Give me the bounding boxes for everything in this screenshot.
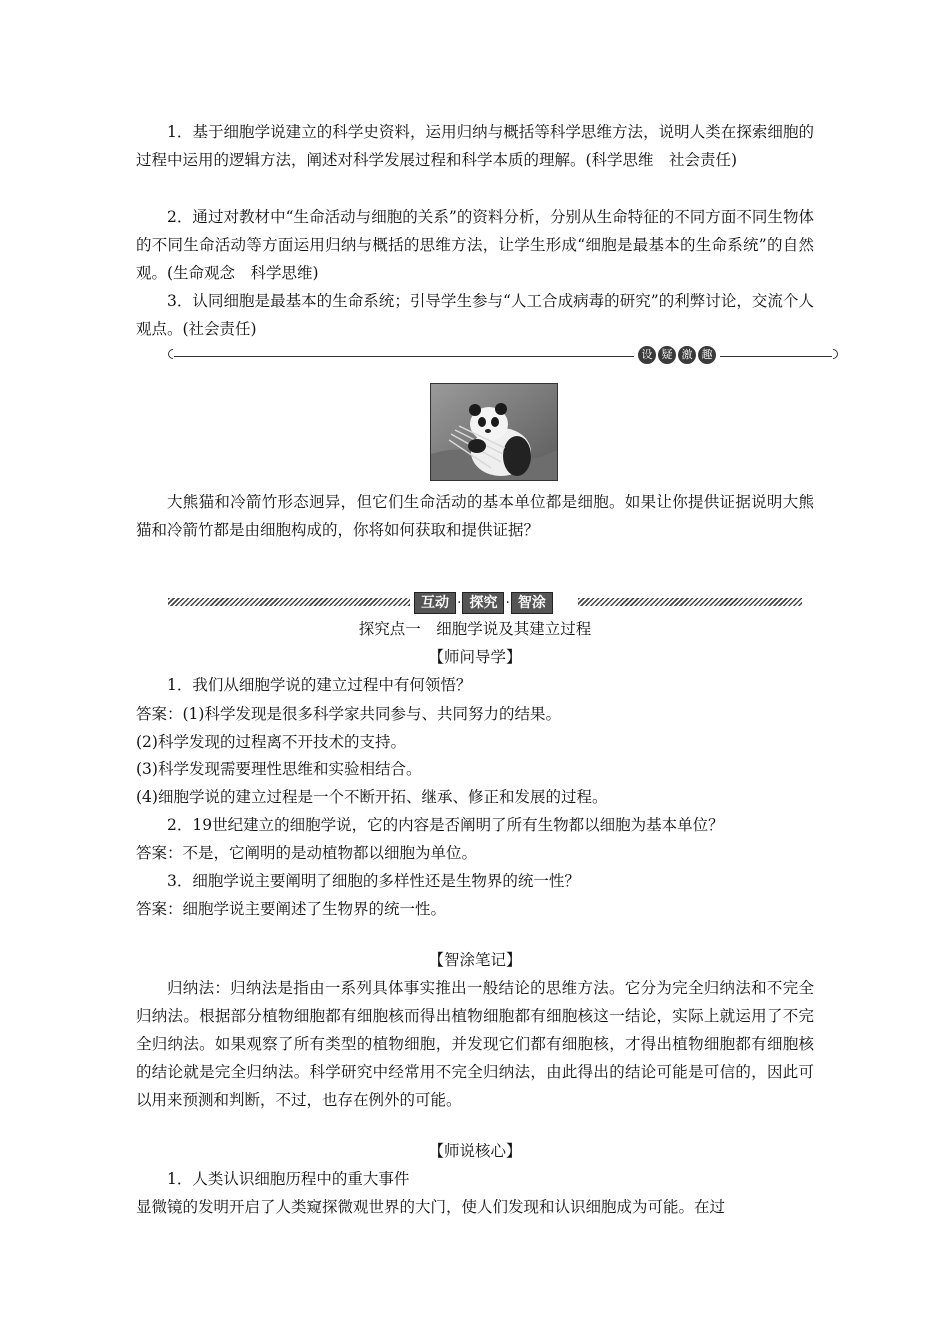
- section-banner-explore: [168, 592, 802, 612]
- banner-tab-zhitu: 智涂: [511, 592, 553, 614]
- banner-badges: [634, 346, 720, 364]
- guide-line-2: 答案：(1)科学发现是很多科学家共同参与、共同努力的结果。: [136, 705, 561, 723]
- guide-line-9: 答案：细胞学说主要阐述了生物界的统一性。: [136, 900, 447, 918]
- banner-tab-explore: 探究: [462, 592, 504, 614]
- banner-tabs: [414, 592, 553, 614]
- objective-2: 2．通过对教材中“生命活动与细胞的关系”的资料分析，分别从生命特征的不同方面不同生物体的不同生命活动等方面运用归纳与概括的思维方法，让学生形成“细胞是最基本的生命系统”的自然观。(生命观念 科学思维): [136, 208, 814, 282]
- guide-line-6: 2．19世纪建立的细胞学说，它的内容是否阐明了所有生物都以细胞为基本单位？: [167, 816, 724, 834]
- core-paragraph: 显微镜的发明开启了人类窥探微观世界的大门，使人们发现和认识细胞成为可能。在过: [136, 1198, 726, 1216]
- banner-badge-2: 疑: [658, 346, 676, 364]
- guide-line-8: 3．细胞学说主要阐明了细胞的多样性还是生物界的统一性？: [167, 872, 580, 890]
- core-heading: 【师说核心】: [428, 1142, 522, 1160]
- banner-right-curl: [826, 347, 840, 361]
- objective-3: 3．认同细胞是最基本的生命系统；引导学生参与“人工合成病毒的研究”的利弊讨论，交流个人观点。(社会责任): [136, 292, 814, 338]
- section-title: 探究点一 细胞学说及其建立过程: [358, 620, 592, 638]
- banner-hatch-right: [578, 598, 802, 606]
- guide-line-3: (2)科学发现的过程离不开技术的支持。: [136, 733, 406, 751]
- banner-badge-3: 激: [678, 346, 696, 364]
- guide-line-1: 1．我们从细胞学说的建立过程中有何领悟？: [167, 676, 472, 694]
- guide-line-7: 答案：不是，它阐明的是动植物都以细胞为单位。: [136, 844, 478, 862]
- section-banner-question: [168, 343, 838, 371]
- guide-heading: 【师问导学】: [428, 648, 522, 666]
- core-item-1: 1．人类认识细胞历程中的重大事件: [167, 1170, 410, 1188]
- notes-paragraph: 归纳法：归纳法是指由一系列具体事实推出一般结论的思维方法。它分为完全归纳法和不完全归纳法。根据部分植物细胞都有细胞核而得出植物细胞都有细胞核这一结论，实际上就运用了不完全归纳法。如果观察了所有类型的植物细胞，并发现它们都有细胞核，才得出植物细胞都有细胞核的结论就是完全归纳法。科学研究中经常用不完全归纳法，由此得出的结论可能是可信的，因此可以用来预测和判断，不过，也存在例外的可能。: [136, 979, 814, 1109]
- banner-dot-2: ·: [505, 595, 510, 611]
- guide-line-5: (4)细胞学说的建立过程是一个不断开拓、继承、修正和发展的过程。: [136, 788, 608, 806]
- banner-badge-4: 趣: [698, 346, 716, 364]
- panda-illustration: [431, 384, 557, 480]
- banner-tab-interact: 互动: [414, 592, 456, 614]
- intro-paragraph: 大熊猫和冷箭竹形态迥异，但它们生命活动的基本单位都是细胞。如果让你提供证据说明大熊猫和冷箭竹都是由细胞构成的，你将如何获取和提供证据？: [136, 493, 814, 539]
- banner-dot-1: ·: [457, 595, 462, 611]
- guide-line-4: (3)科学发现需要理性思维和实验相结合。: [136, 760, 422, 778]
- banner-hatch-left: [168, 598, 410, 606]
- banner-divider-line: [174, 356, 832, 357]
- banner-badge-1: 设: [638, 346, 656, 364]
- objective-1: 1．基于细胞学说建立的科学史资料，运用归纳与概括等科学思维方法，说明人类在探索细胞的过程中运用的逻辑方法，阐述对科学发展过程和科学本质的理解。(科学思维 社会责任): [136, 123, 814, 169]
- notes-heading: 【智涂笔记】: [428, 951, 522, 969]
- banner-left-curl: [166, 347, 180, 361]
- panda-photo: [430, 383, 558, 481]
